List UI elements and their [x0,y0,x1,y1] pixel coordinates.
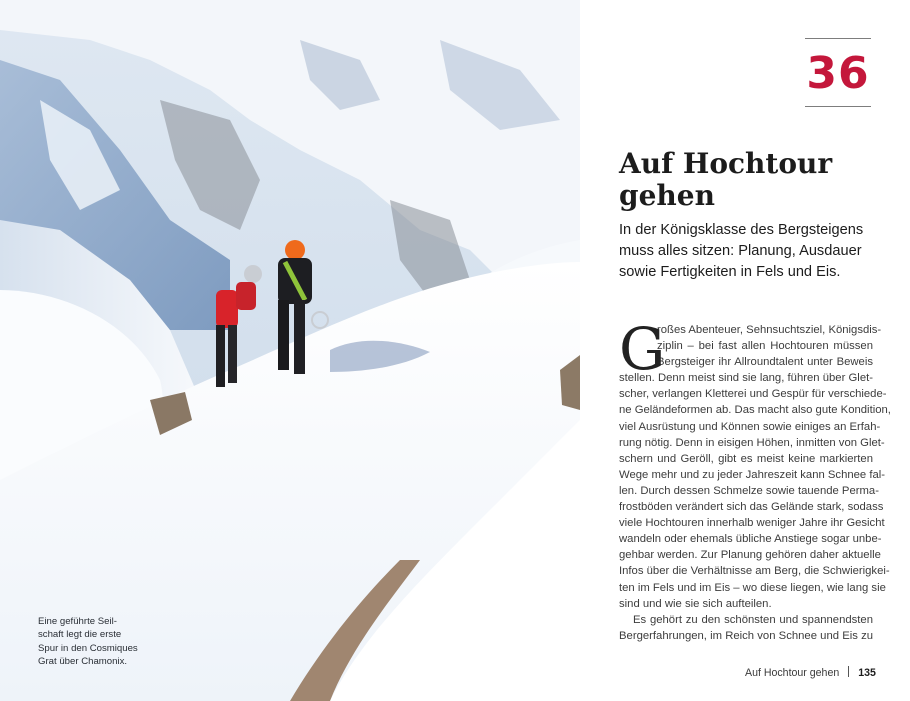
drop-cap: G [619,315,666,383]
body-line: Wege mehr und zu jeder Jahreszeit kann Schnee fal- [619,468,886,481]
body-line: Bergerfahrungen, im Reich von Schnee und Eis zu [619,629,873,642]
text-page [580,0,910,701]
body-line: schern und Geröll, gibt es meist keine markierten [619,452,873,465]
body-line: Bergsteiger ihr Allroundtalent unter Beweis [657,356,873,369]
page-number: 135 [858,667,876,679]
body-line: gehbar werden. Zur Planung gehören daher aktuelle [619,549,881,562]
footer-divider [848,666,849,677]
chapter-number: 36 [806,48,870,99]
photo-caption [38,615,150,669]
caption-line: Spur in den Cosmiques [38,642,138,654]
body-line: roßes Abenteuer, Sehnsuchtsziel, Königsdis- [657,324,882,336]
body-line: rung nötig. Denn in eisigen Höhen, inmitten von Glet- [619,436,885,449]
body-line: viel Ausrüstung und Können sowie einiges an Erfah- [619,420,881,433]
chapter-rule-bottom [805,106,871,107]
chapter-rule-top [805,38,871,39]
title-line: gehen [619,179,715,212]
lead-line: sowie Fertigkeiten in Fels und Eis. [619,264,841,280]
lead-line: In der Königsklasse des Bergsteigens [619,222,864,238]
body-line: len. Durch dessen Schmelze sowie tauende Perma- [619,484,879,497]
caption-line: Grat über Chamonix. [38,656,128,668]
lead-paragraph [619,220,889,283]
body-text [619,315,891,644]
body-line: stellen. Denn meist sind sie lang, führen über Glet- [619,372,873,385]
body-line: ten im Fels und im Eis – wo diese liegen, wie lang sie [619,581,886,594]
body-line: Es gehört zu den schönsten und spannendsten [633,613,873,626]
body-line: frostböden verändert sich das Gelände stark, sodass [619,501,884,514]
title-line: Auf Hochtour [619,147,833,180]
caption-line: schaft legt die erste [38,629,122,641]
body-line: Infos über die Verhältnisse am Berg, die Schwierigkei- [619,565,890,578]
chapter-title [619,148,879,212]
running-title: Auf Hochtour gehen [745,667,840,679]
caption-line: Eine geführte Seil- [38,616,117,627]
body-line: scher, verlangen Kletterei und Gespür für verschiede- [619,388,887,401]
body-line: ne Geländeformen ab. Das macht also gute Kondition, [619,404,891,417]
body-line: ziplin – bei fast allen Hochtouren müssen [657,340,873,353]
page-footer [745,665,876,681]
body-line: viele Hochtouren innerhalb weniger Jahre ihr Gesicht [619,517,885,530]
lead-line: muss alles sitzen: Planung, Ausdauer [619,243,862,259]
body-line: sind und wie sie sich aufteilen. [619,597,772,610]
body-line: wandeln oder ehemals übliche Anstiege sogar unbe- [619,533,882,546]
